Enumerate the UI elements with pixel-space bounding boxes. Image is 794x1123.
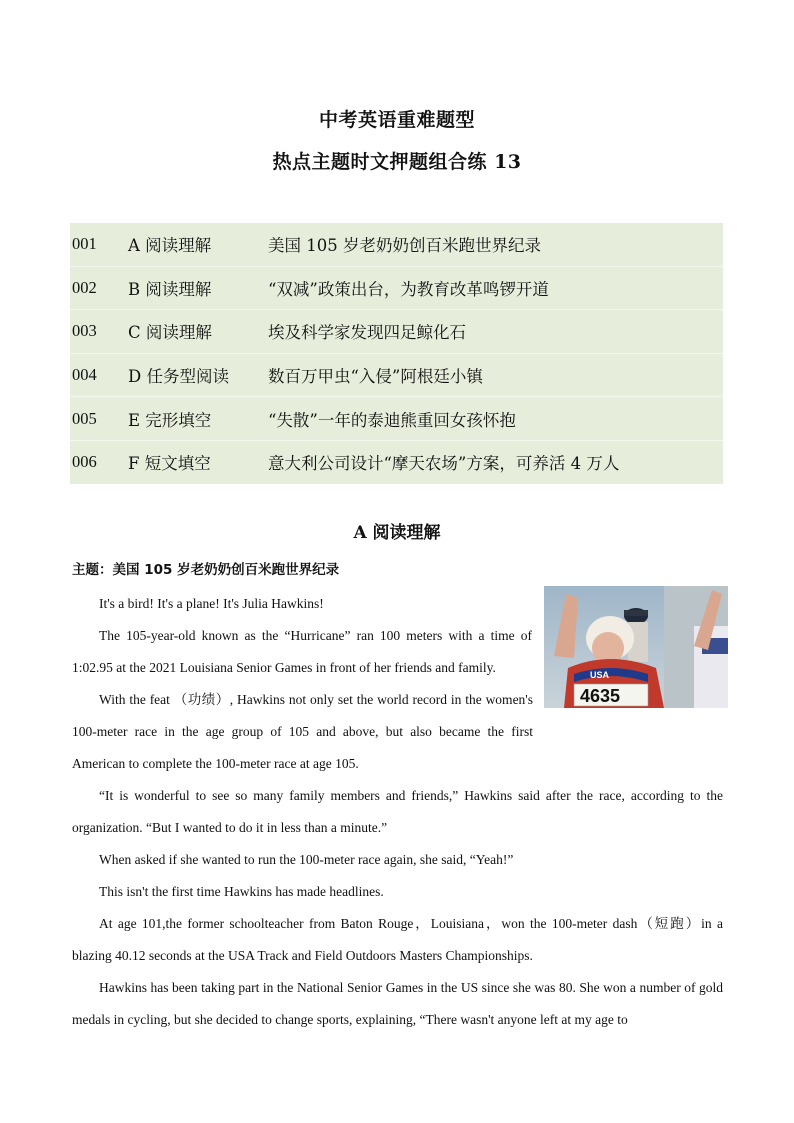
contents-row [70,223,723,267]
paragraph: With the feat （功绩）, Hawkins not only set the world record in the women's 100-meter race in the age group of 105 and above, but also became the first American to complete the 100-meter race at age 105. [72,692,533,771]
document-subtitle: 热点主题时文押题组合练 13 [272,151,522,173]
contents-row [70,354,723,398]
photo-wrap-spacer [533,684,723,724]
article-body [72,588,723,1036]
item-topic: 埃及科学家发现四足鲸化石 [268,323,466,343]
item-type: E 完形填空 [128,410,212,430]
item-type: B 阅读理解 [128,279,212,299]
item-type: C 阅读理解 [128,323,212,343]
bib-number: 4635 [580,686,621,706]
item-type: F 短文填空 [128,454,211,474]
document-title: 中考英语重难题型 [318,109,475,131]
contents-row [70,310,723,354]
item-type: A 阅读理解 [128,236,212,256]
item-topic: “失散”一年的泰迪熊重回女孩怀抱 [268,410,516,430]
item-topic: “双减”政策出台，为教育改革鸣锣开道 [268,279,549,299]
section-heading: A 阅读理解 [353,523,441,543]
svg-text:USA: USA [590,670,610,680]
section-theme: 主题：美国 105 岁老奶奶创百米跑世界纪录 [72,562,340,578]
item-number: 006 [72,452,97,472]
item-topic: 意大利公司设计“摩天农场”方案，可养活 4 万人 [268,454,620,474]
paragraph: “It is wonderful to see so many family members and friends,” Hawkins said after the race, according to the organization. “But I wanted to do it in less than a minute.” [72,788,723,835]
paragraph: At age 101,the former schoolteacher from Baton Rouge，Louisiana，won the 100-meter dash（短跑）in a blazing 40.12 seconds at the USA Track and Field Outdoors Masters Championships. [72,916,723,963]
paragraph: Hawkins has been taking part in the National Senior Games in the US since she was 80. She won a number of gold medals in cycling, but she decided to change sports, explaining, “There wasn't anyone left at my age to [72,980,723,1027]
contents-row [70,267,723,311]
contents-table [70,223,723,484]
item-number: 004 [72,365,97,385]
paragraph: When asked if she wanted to run the 100-meter race again, she said, “Yeah!” [99,852,514,867]
item-topic: 数百万甲虫“入侵”阿根廷小镇 [268,367,483,387]
paragraph: It's a bird! It's a plane! It's Julia Hawkins! [99,596,324,611]
item-number: 001 [72,234,97,254]
paragraph: This isn't the first time Hawkins has made headlines. [99,884,384,899]
item-topic: 美国 105 岁老奶奶创百米跑世界纪录 [268,236,541,256]
contents-row [70,441,723,484]
item-number: 002 [72,277,97,297]
paragraph: The 105-year-old known as the “Hurricane” ran 100 meters with a time of 1:02.95 at the 2021 Louisiana Senior Games in front of her friends and family. [72,628,532,675]
item-type: D 任务型阅读 [128,367,229,387]
item-number: 005 [72,408,97,428]
contents-row [70,397,723,441]
item-number: 003 [72,321,97,341]
